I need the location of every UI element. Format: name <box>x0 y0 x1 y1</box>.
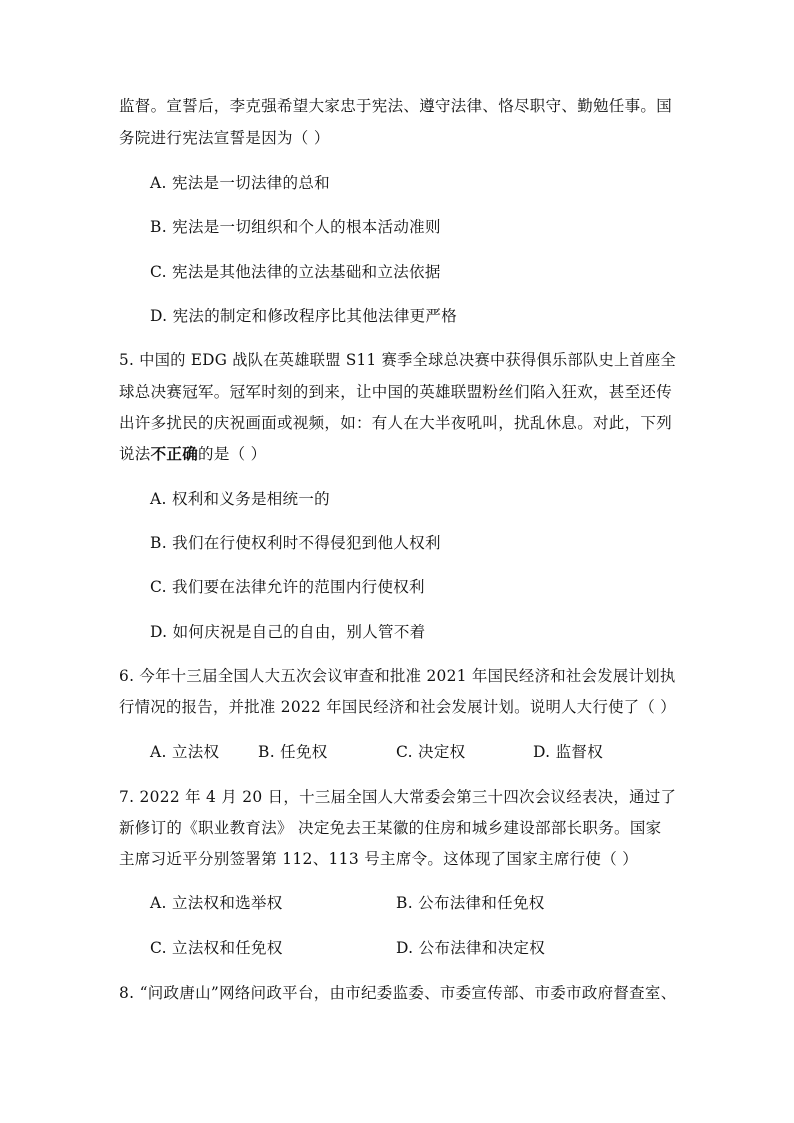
q4-option-d: D. 宪法的制定和修改程序比其他法律更严格 <box>150 307 458 325</box>
q7-stem-line1: 7. 2022 年 4 月 20 日，十三届全国人大常委会第三十四次会议经表决，通过了 <box>119 788 677 806</box>
q7-option-c: C. 立法权和任免权 <box>150 939 283 957</box>
q5-stem-line4-post: 的是（ ） <box>198 445 267 463</box>
q7-stem-line2: 新修订的《职业教育法》 决定免去王某徽的住房和城乡建设部部长职务。国家 <box>119 819 662 837</box>
q4-option-a: A. 宪法是一切法律的总和 <box>150 174 330 192</box>
q5-stem-line1: 5. 中国的 EDG 战队在英雄联盟 S11 赛季全球总决赛中获得俱乐部队史上首座全 <box>119 351 676 369</box>
q6-option-d: D. 监督权 <box>533 743 604 761</box>
q5-option-b: B. 我们在行使权利时不得侵犯到他人权利 <box>150 534 441 552</box>
q5-stem-line4-pre: 说法 <box>119 445 151 463</box>
q6-option-a: A. 立法权 <box>150 743 220 761</box>
q5-stem-line4 <box>119 444 266 464</box>
q4-stem-line1: 监督。宣誓后，李克强希望大家忠于宪法、遵守法律、恪尽职守、勤勉任事。国 <box>119 97 673 115</box>
q5-stem-line3: 出许多扰民的庆祝画面或视频，如：有人在大半夜吼叫，扰乱休息。对此，下列 <box>119 414 673 432</box>
q6-stem-line1: 6. 今年十三届全国人大五次会议审查和批准 2021 年国民经济和社会发展计划执 <box>119 667 676 685</box>
q5-stem-line2: 球总决赛冠军。冠军时刻的到来，让中国的英雄联盟粉丝们陷入狂欢，甚至还传 <box>119 383 673 401</box>
q7-option-b: B. 公布法律和任免权 <box>396 894 545 912</box>
q8-stem-line1: 8. “问政唐山”网络问政平台，由市纪委监委、市委宣传部、市委市政府督查室、 <box>119 984 677 1002</box>
q7-option-a: A. 立法权和选举权 <box>150 894 283 912</box>
q4-stem-line2: 务院进行宪法宣誓是因为（ ） <box>119 129 330 147</box>
q6-stem-line2: 行情况的报告，并批准 2022 年国民经济和社会发展计划。说明人大行使了（ ） <box>119 698 676 716</box>
q4-option-c: C. 宪法是其他法律的立法基础和立法依据 <box>150 263 441 281</box>
q6-option-b: B. 任免权 <box>258 743 328 761</box>
q5-option-a: A. 权利和义务是相统一的 <box>150 490 330 508</box>
q6-option-c: C. 决定权 <box>396 743 466 761</box>
q4-option-b: B. 宪法是一切组织和个人的根本活动准则 <box>150 218 441 236</box>
q7-stem-line3: 主席习近平分别签署第 112、113 号主席令。这体现了国家主席行使（ ） <box>119 850 639 868</box>
q5-option-c: C. 我们要在法律允许的范围内行使权利 <box>150 578 425 596</box>
q5-option-d: D. 如何庆祝是自己的自由，别人管不着 <box>150 623 426 641</box>
q5-emphasis-not-correct: 不正确 <box>150 444 199 463</box>
q7-option-d: D. 公布法律和决定权 <box>396 939 546 957</box>
